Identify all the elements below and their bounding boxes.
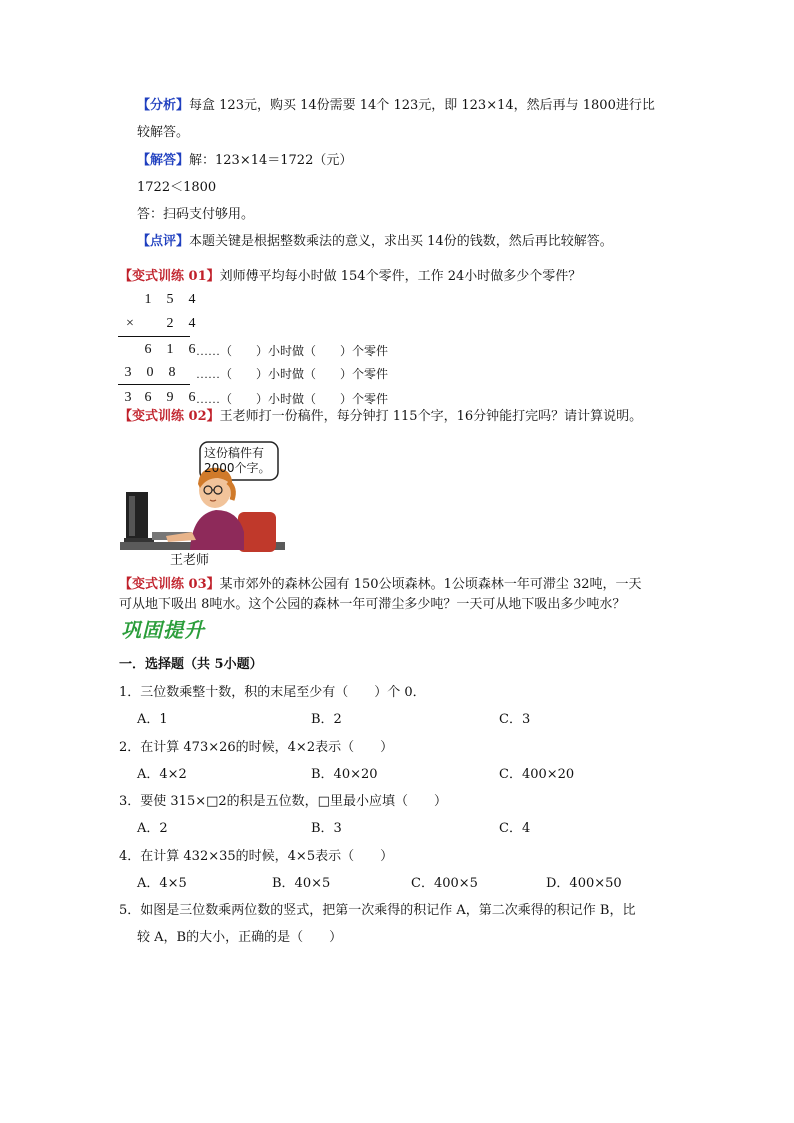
question-4-option-d[interactable]: D．400×50	[546, 876, 622, 891]
section-art-heading: 巩固提升	[121, 618, 205, 642]
question-3-option-a[interactable]: A．2	[137, 821, 168, 836]
digit: 6	[144, 342, 152, 357]
answer-tag: 【解答】	[137, 153, 190, 168]
question-2-option-a[interactable]: A．4×2	[137, 767, 187, 782]
question-5-stem-line2: 较 A，B的大小，正确的是（ ）	[137, 930, 343, 945]
digit: 6	[188, 342, 196, 357]
digit: 3	[124, 390, 132, 405]
analysis-paragraph	[137, 97, 655, 115]
question-4-option-a[interactable]: A．4×5	[137, 876, 187, 891]
exercise1-text: 刘师傅平均每小时做 154个零件，工作 24小时做多少个零件？	[219, 269, 582, 284]
bubble-line2: 2000个字。	[204, 461, 271, 475]
digit: 4	[188, 316, 196, 331]
digit: 6	[188, 390, 196, 405]
digit: 6	[144, 390, 152, 405]
teacher-illustration	[120, 432, 285, 572]
answer-line1: 解：123×14＝1722（元）	[189, 153, 353, 168]
section-title: 一．选择题（共 5小题）	[119, 657, 263, 672]
exercise2-paragraph	[119, 408, 642, 426]
comment-tag: 【点评】	[137, 234, 190, 249]
fill-blank-line: ……（ ）小时做（ ）个零件	[196, 344, 389, 358]
question-4-stem: 4．在计算 432×35的时候，4×5表示（ ）	[119, 849, 394, 864]
question-3-stem: 3．要使 315×□2的积是五位数，□里最小应填（ ）	[119, 794, 447, 809]
digit: 1	[166, 342, 174, 357]
comment-text: 本题关键是根据整数乘法的意义，求出买 14份的钱数，然后再比较解答。	[189, 234, 613, 249]
digit: 5	[166, 292, 174, 307]
question-4-option-b[interactable]: B．40×5	[272, 876, 331, 891]
question-5-stem-line1: 5．如图是三位数乘两位数的竖式，把第一次乘得的积记作 A，第二次乘得的积记作 B，比	[119, 903, 636, 918]
exercise3-line2: 可从地下吸出 8吨水。这个公园的森林一年可滞尘多少吨？一天可从地下吸出多少吨水？	[119, 597, 626, 612]
question-1-option-b[interactable]: B．2	[311, 712, 342, 727]
answer-line3: 答：扫码支付够用。	[137, 207, 255, 222]
exercise3-line1: 某市郊外的森林公园有 150公顷森林。1公顷森林一年可滞尘 32吨，一天	[219, 577, 642, 592]
exercise3-tag: 【变式训练 03】	[119, 577, 220, 592]
exercise1-paragraph	[119, 268, 581, 286]
question-3-option-c[interactable]: C．4	[499, 821, 531, 836]
question-2-stem: 2．在计算 473×26的时候，4×2表示（ ）	[119, 740, 394, 755]
comment-paragraph	[137, 233, 613, 251]
question-1-option-a[interactable]: A．1	[137, 712, 168, 727]
exercise2-tag: 【变式训练 02】	[119, 409, 220, 424]
fill-blank-line: ……（ ）小时做（ ）个零件	[196, 367, 389, 381]
fill-blank-line: ……（ ）小时做（ ）个零件	[196, 392, 389, 406]
answer-line2: 1722＜1800	[137, 180, 217, 195]
digit: 9	[166, 390, 174, 405]
digit: 0	[146, 365, 154, 380]
question-2-option-b[interactable]: B．40×20	[311, 767, 378, 782]
times-sign: ×	[126, 316, 134, 331]
exercise2-text: 王老师打一份稿件，每分钟打 115个字，16分钟能打完吗？请计算说明。	[219, 409, 643, 424]
analysis-tag: 【分析】	[137, 98, 190, 113]
analysis-line2: 较解答。	[137, 125, 190, 140]
answer-paragraph	[137, 152, 352, 170]
question-1-option-c[interactable]: C．3	[499, 712, 531, 727]
illustration-caption: 王老师	[170, 553, 210, 568]
digit: 1	[144, 292, 152, 307]
digit: 4	[188, 292, 196, 307]
digit: 2	[166, 316, 174, 331]
analysis-line1: 每盒 123元，购买 14份需要 14个 123元，即 123×14，然后再与 1800进行比	[189, 98, 655, 113]
exercise3-paragraph	[119, 576, 642, 594]
digit: 8	[168, 365, 176, 380]
question-4-option-c[interactable]: C．400×5	[411, 876, 478, 891]
rule-line	[118, 336, 190, 337]
bubble-line1: 这份稿件有	[204, 446, 265, 460]
question-2-option-c[interactable]: C．400×20	[499, 767, 575, 782]
digit: 3	[124, 365, 132, 380]
question-1-stem: 1．三位数乘整十数，积的末尾至少有（ ）个 0．	[119, 685, 426, 700]
rule-line	[118, 384, 190, 385]
exercise1-tag: 【变式训练 01】	[119, 269, 220, 284]
column-multiplication	[118, 292, 398, 410]
question-3-option-b[interactable]: B．3	[311, 821, 342, 836]
